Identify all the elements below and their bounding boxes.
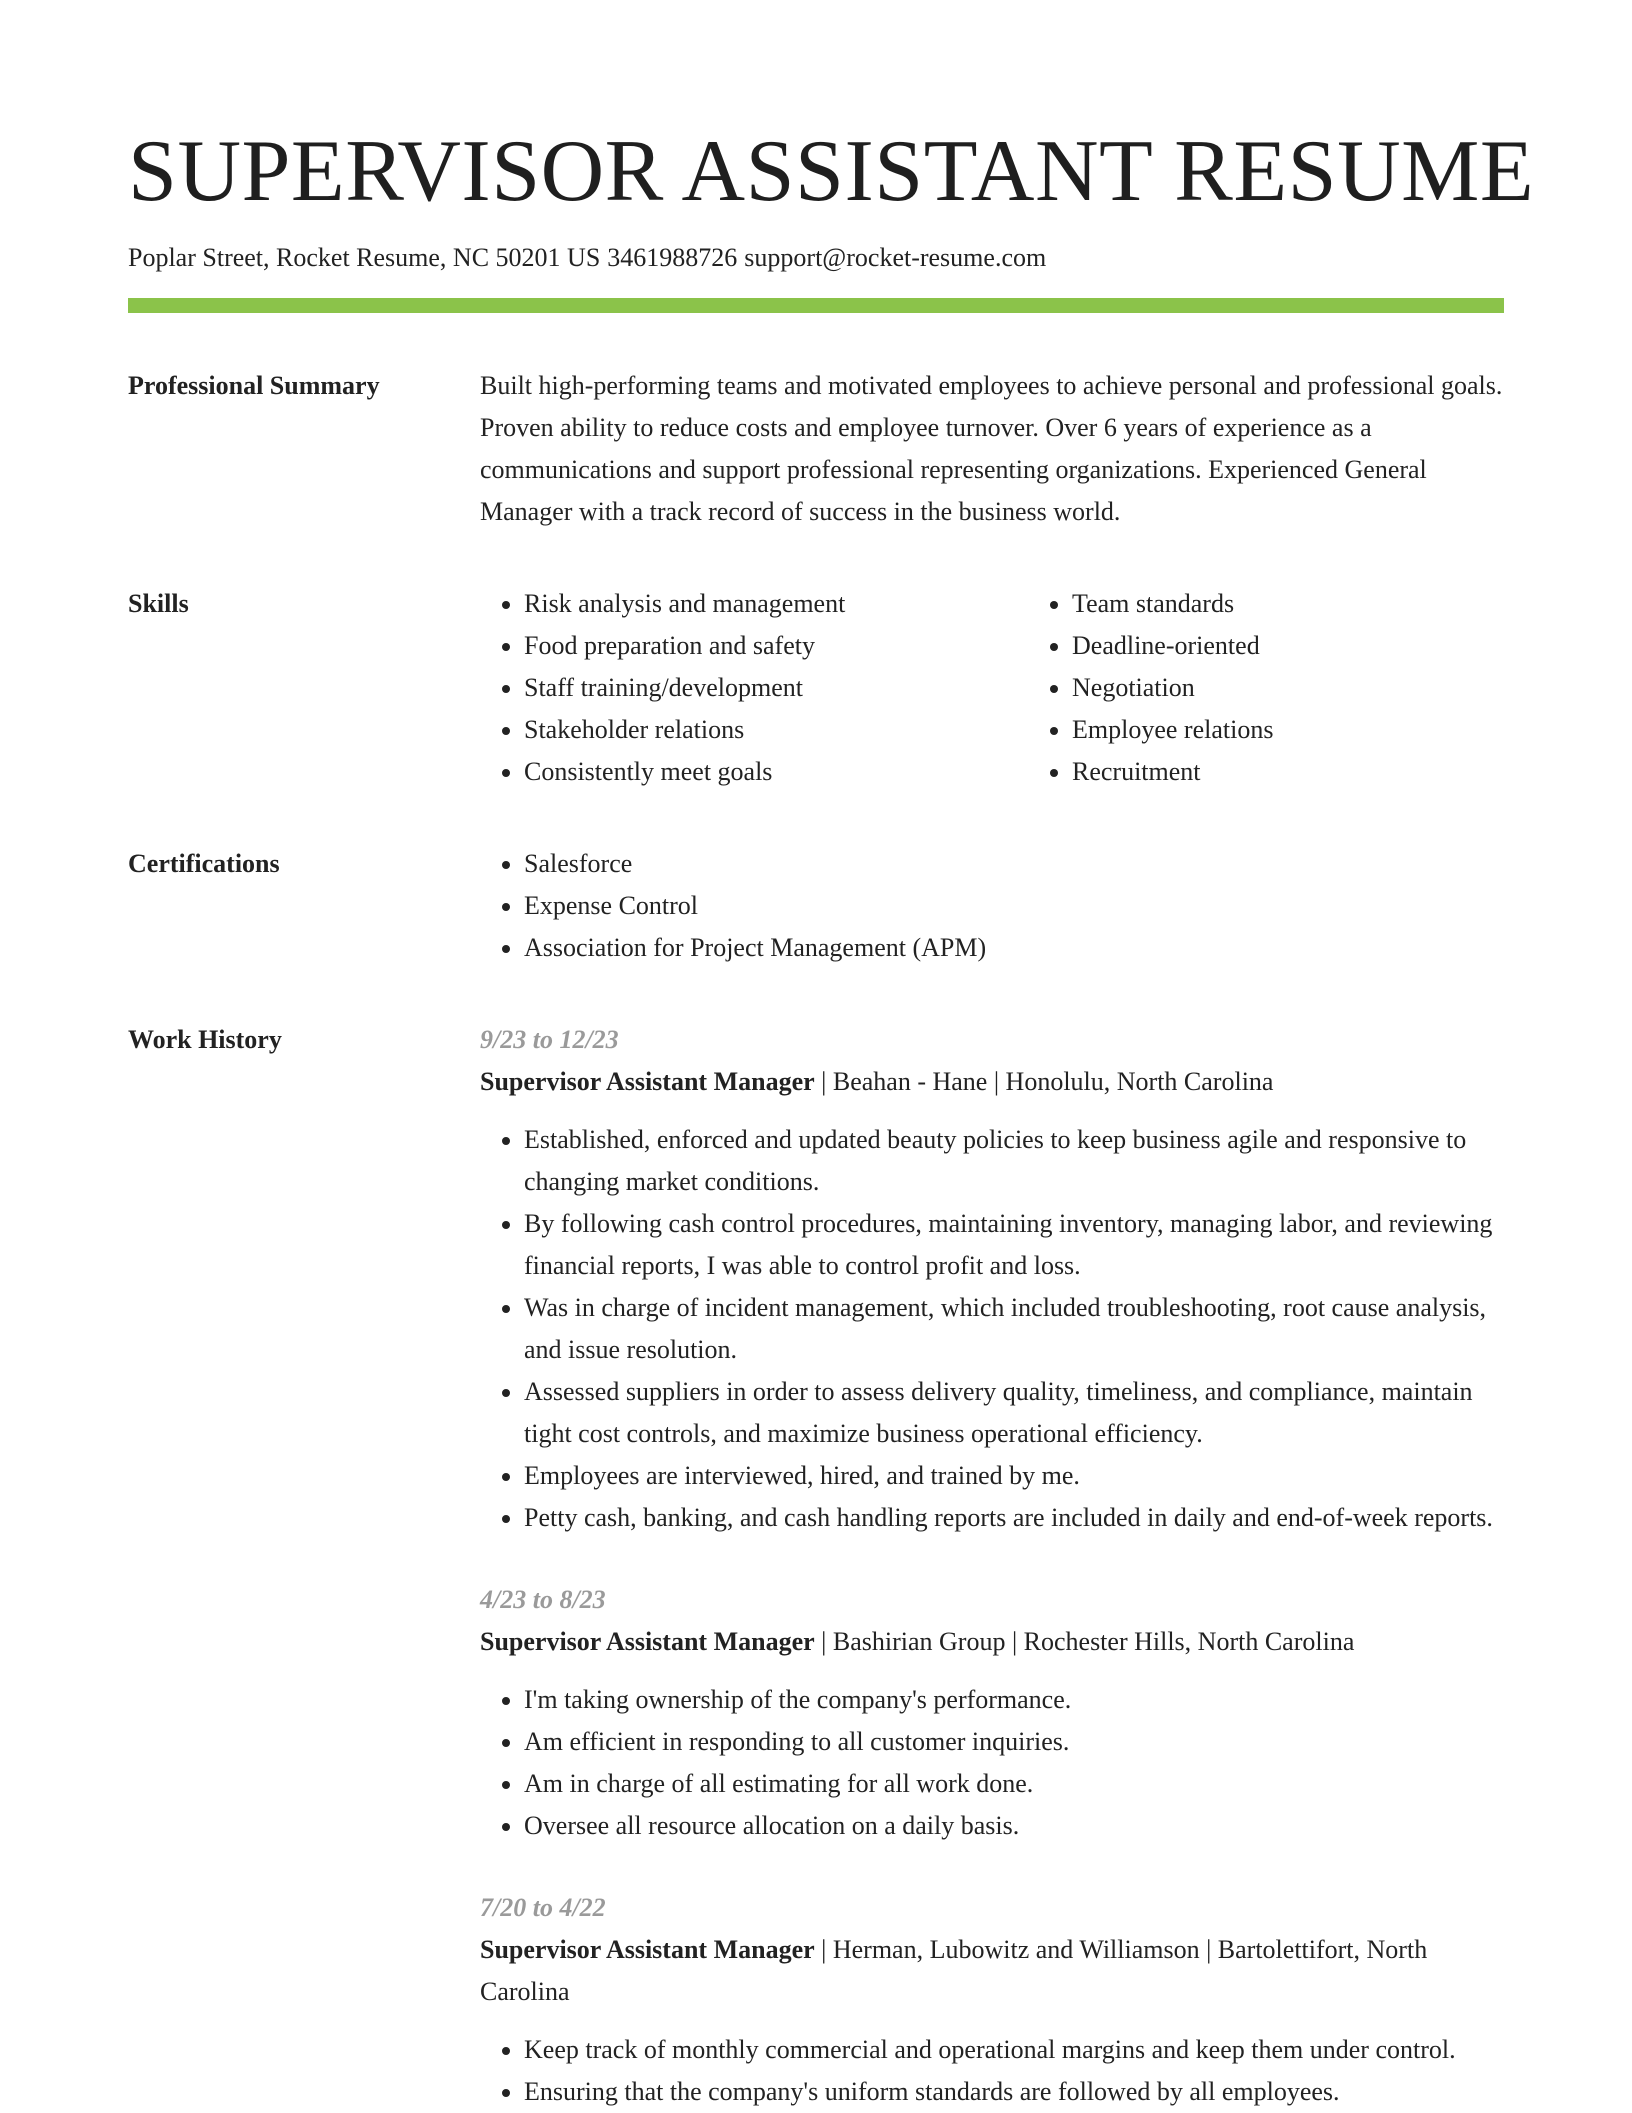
summary-body xyxy=(480,365,1504,533)
job-bullet: • Keep track of monthly commercial and operational margins and keep them under control. xyxy=(524,2029,1504,2071)
certifications-body xyxy=(480,843,1504,969)
job-bullets xyxy=(480,1119,1504,1539)
certifications-heading: Certifications xyxy=(128,849,280,878)
skill-item: • Deadline-oriented xyxy=(1072,625,1576,667)
job-bullets xyxy=(480,2029,1504,2113)
job-details: | Herman, Lubowitz and Williamson | Bartolettifort, North Carolina xyxy=(480,1935,1428,2006)
skill-item: • Staff training/development xyxy=(524,667,1028,709)
job-bullet: • Oversee all resource allocation on a daily basis. xyxy=(524,1805,1504,1847)
resume-title: SUPERVISOR ASSISTANT RESUME xyxy=(128,123,1535,220)
job-entry xyxy=(480,1019,1504,1539)
contact-address: Poplar Street, Rocket Resume, NC 50201 US xyxy=(128,243,601,272)
skill-item: • Risk analysis and management xyxy=(524,583,1028,625)
job-dates: 9/23 to 12/23 xyxy=(480,1025,619,1054)
skills-heading: Skills xyxy=(128,589,189,618)
contact-line xyxy=(128,240,1504,276)
certification-item: • Association for Project Management (APM) xyxy=(524,927,1504,969)
job-bullet: • Ensuring that the company's uniform standards are followed by all employees. xyxy=(524,2071,1504,2113)
certifications-section xyxy=(128,843,1504,969)
certification-item: • Salesforce xyxy=(524,843,1504,885)
job-bullet: • Am efficient in responding to all customer inquiries. xyxy=(524,1721,1504,1763)
resume-page xyxy=(128,118,1535,2113)
skill-item: • Stakeholder relations xyxy=(524,709,1028,751)
accent-divider xyxy=(128,298,1504,313)
work-history-heading: Work History xyxy=(128,1025,282,1054)
skills-section xyxy=(128,583,1504,793)
skill-item: • Consistently meet goals xyxy=(524,751,1028,793)
job-heading xyxy=(480,1929,1504,2013)
job-bullet: • Petty cash, banking, and cash handling reports are included in daily and end-of-week reports. xyxy=(524,1497,1504,1539)
summary-text: Built high-performing teams and motivated employees to achieve personal and professional goals. Proven ability to reduce costs and employee turnover. Over 6 years of experience as a communications and support professional representing organizations. Experienced General Manager with a track record of success in the business world. xyxy=(480,371,1503,526)
skill-item: • Team standards xyxy=(1072,583,1576,625)
job-bullet: • Was in charge of incident management, which included troubleshooting, root cause analysis, and issue resolution. xyxy=(524,1287,1504,1371)
job-bullet: • Assessed suppliers in order to assess delivery quality, timeliness, and compliance, maintain tight cost controls, and maximize business operational efficiency. xyxy=(524,1371,1504,1455)
job-title: Supervisor Assistant Manager xyxy=(480,1935,815,1964)
skill-item: • Food preparation and safety xyxy=(524,625,1028,667)
job-title: Supervisor Assistant Manager xyxy=(480,1627,815,1656)
skills-list-left xyxy=(480,583,1028,793)
job-bullet: • I'm taking ownership of the company's performance. xyxy=(524,1679,1504,1721)
job-bullet: • Employees are interviewed, hired, and trained by me. xyxy=(524,1455,1504,1497)
skills-list-right xyxy=(1028,583,1576,793)
job-heading xyxy=(480,1621,1504,1663)
job-bullet: • Am in charge of all estimating for all work done. xyxy=(524,1763,1504,1805)
job-details: | Bashirian Group | Rochester Hills, North Carolina xyxy=(814,1627,1355,1656)
skill-item: • Negotiation xyxy=(1072,667,1576,709)
certification-item: • Expense Control xyxy=(524,885,1504,927)
contact-email: support@rocket-resume.com xyxy=(744,243,1047,272)
job-dates: 4/23 to 8/23 xyxy=(480,1585,606,1614)
job-title: Supervisor Assistant Manager xyxy=(480,1067,815,1096)
contact-phone: 3461988726 xyxy=(607,243,738,272)
summary-section xyxy=(128,365,1504,533)
job-bullets xyxy=(480,1679,1504,1847)
skills-body xyxy=(480,583,1576,793)
job-bullet: • By following cash control procedures, maintaining inventory, managing labor, and reviewing financial reports, I was able to control profit and loss. xyxy=(524,1203,1504,1287)
work-history-section xyxy=(128,1019,1504,2113)
job-bullet: • Established, enforced and updated beauty policies to keep business agile and responsive to changing market conditions. xyxy=(524,1119,1504,1203)
summary-heading: Professional Summary xyxy=(128,371,380,400)
job-dates: 7/20 to 4/22 xyxy=(480,1893,606,1922)
job-heading xyxy=(480,1061,1504,1103)
skill-item: • Recruitment xyxy=(1072,751,1576,793)
job-entry xyxy=(480,1887,1504,2113)
certifications-list xyxy=(480,843,1504,969)
job-entry xyxy=(480,1579,1504,1847)
skill-item: • Employee relations xyxy=(1072,709,1576,751)
work-history-body xyxy=(480,1019,1504,2113)
job-details: | Beahan - Hane | Honolulu, North Carolina xyxy=(814,1067,1274,1096)
